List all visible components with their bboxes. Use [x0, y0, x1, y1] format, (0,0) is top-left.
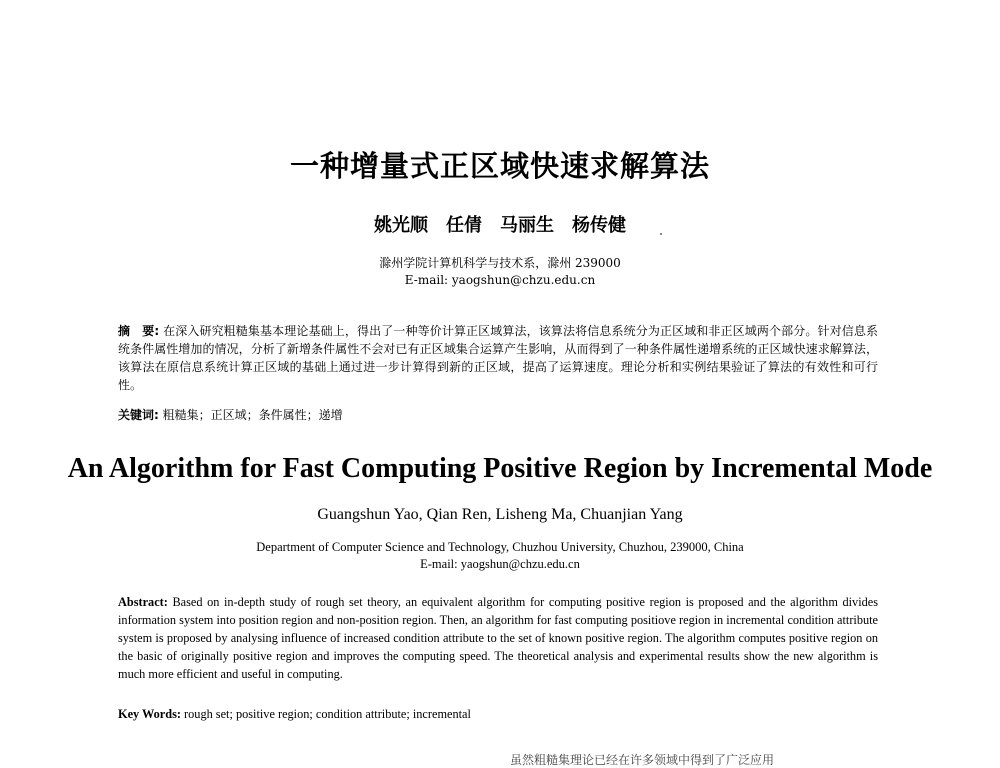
chinese-title: 一种增量式正区域快速求解算法	[289, 149, 710, 183]
english-keywords-text: rough set; positive region; condition attribute; incremental	[184, 707, 471, 721]
english-affiliation-block	[0, 539, 1000, 573]
chinese-affiliation-block	[0, 255, 1000, 289]
english-abstract-label: Abstract:	[118, 595, 168, 609]
chinese-keywords-text: 粗糙集；正区域；条件属性；递增	[162, 408, 343, 422]
english-keywords-label: Key Words:	[118, 707, 181, 721]
chinese-affiliation: 滁州学院计算机科学与技术系，滁州 239000	[379, 256, 621, 270]
english-affiliation: Department of Computer Science and Technology, Chuzhou University, Chuzhou, 239000, China	[256, 540, 744, 554]
chinese-keywords	[118, 406, 878, 424]
english-abstract	[118, 593, 878, 683]
english-keywords	[118, 705, 878, 723]
english-abstract-text: Based on in-depth study of rough set theory, an equivalent algorithm for computing positive region is proposed and the algorithm divides information system into position region and non-position region. Then, an algorithm for fast computing positiove region in incremental condition attribute system is proposed by analysing influence of increased condition attribute to the set of known positive region. The algorithm computes positive region on the basic of originally positive region and improves the computing speed. The theoretical analysis and experimental results show the new algorithm is much more efficient and useful in computing.	[118, 595, 879, 681]
chinese-abstract	[118, 322, 878, 394]
chinese-abstract-label: 摘 要:	[118, 324, 160, 338]
english-authors: Guangshun Yao, Qian Ren, Lisheng Ma, Chuanjian Yang	[317, 506, 683, 523]
chinese-email: E-mail: yaogshun@chzu.edu.cn	[404, 273, 596, 287]
chinese-authors: 姚光顺 任倩 马丽生 杨传健	[374, 215, 626, 236]
chinese-abstract-text: 在深入研究粗糙集基本理论基础上，得出了一种等价计算正区域算法，该算法将信息系统分为正区域和非正区域两个部分。针对信息系统条件属性增加的情况，分析了新增条件属性不会对已有正区域集合运算产生影响，从而得到了一种条件属性递增系统的正区域快速求解算法，该算法在原信息系统计算正区域的基础上通过进一步计算得到新的正区域，提高了运算速度。理论分析和实例结果验证了算法的有效性和可行性。	[118, 324, 878, 392]
scan-speck	[660, 233, 662, 235]
next-page-cut-text: 虽然粗糙集理论已经在许多领域中得到了广泛应用	[510, 753, 775, 767]
english-email: E-mail: yaogshun@chzu.edu.cn	[420, 557, 580, 571]
chinese-keywords-label: 关键词:	[118, 408, 159, 422]
english-title: An Algorithm for Fast Computing Positive Region by Incremental Mode	[67, 453, 933, 484]
